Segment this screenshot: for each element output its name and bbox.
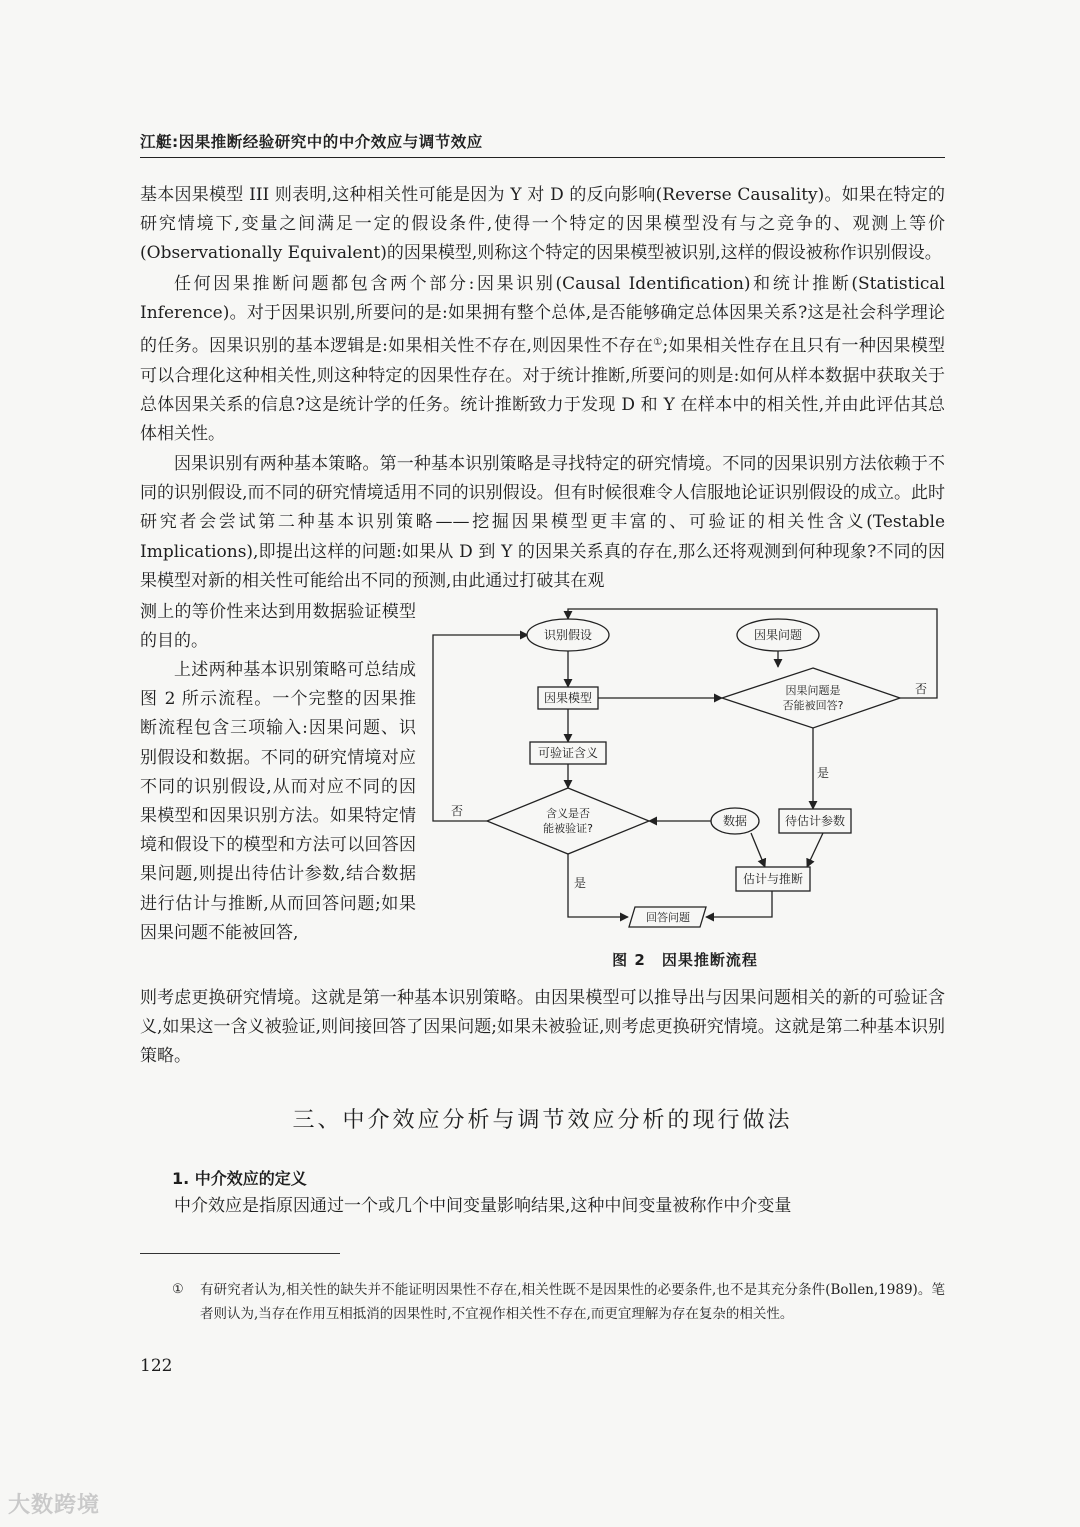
figure-caption: 图 2 因果推断流程 [612, 951, 758, 969]
paragraph-4-continued [140, 984, 945, 1072]
label-testable-implication: 可验证含义 [537, 746, 599, 760]
edge-data-to-estimation [751, 833, 765, 867]
label-answerable-line1: 因果问题是 [785, 684, 841, 697]
footnote-text: 有研究者认为,相关性的缺失并不能证明因果性不存在,相关性既不是因果性的必要条件,也不是其充分条件(Bollen,1989)。笔者则认为,当存在作用互相抵消的因果性时,不宜视作相关性不存在,而更宜理解为存在复杂的相关性。 [200, 1282, 945, 1322]
paragraph-3 [140, 450, 945, 596]
running-header: 江艇:因果推断经验研究中的中介效应与调节效应 [140, 133, 483, 151]
watermark-logo: 大数跨境 [8, 1493, 101, 1518]
footnote-mark: ① [172, 1282, 184, 1297]
paragraph-4-text: 上述两种基本识别策略可总结成图 2 所示流程。一个完整的因果推断流程包含三项输入:因果问题、识别假设和数据。不同的研究情境对应不同的识别假设,从而对应不同的因果模型和因果识别方法。如果特定情境和假设下的模型和方法可以回答因果问题,则提出待估计参数,结合数据进行估计与推断,从而回答问题;如果因果问题不能被回答, [140, 660, 416, 943]
label-answer-question: 回答问题 [646, 911, 690, 924]
flowchart-labels [451, 627, 927, 924]
edge-label-no-left: 否 [450, 804, 464, 818]
paragraph-1 [140, 181, 945, 269]
subsection-title: 1. 中介效应的定义 [172, 1169, 307, 1188]
flowchart-figure [425, 605, 945, 985]
label-identification-assumption: 识别假设 [543, 628, 593, 642]
paragraph-4-text-b: 则考虑更换研究情境。这就是第一种基本识别策略。由因果模型可以推导出与因果问题相关的新的可验证含义,如果这一含义被验证,则间接回答了因果问题;如果未被验证,则考虑更换研究情境。这就是第二种基本识别策略。 [140, 988, 945, 1067]
paragraph-4 [140, 656, 416, 948]
page-number: 122 [140, 1356, 173, 1376]
label-causal-model: 因果模型 [543, 691, 593, 705]
paragraph-3-continued [140, 598, 416, 656]
section-first-line-text: 中介效应是指原因通过一个或几个中间变量影响结果,这种中间变量被称作中介变量 [174, 1196, 792, 1216]
label-data: 数据 [722, 814, 748, 828]
label-estimand: 待估计参数 [784, 814, 846, 828]
flowchart-edges [433, 609, 937, 917]
section-first-line [140, 1192, 945, 1221]
node-verifiable-decision [487, 788, 649, 854]
label-answerable-line2: 否能被回答? [782, 699, 844, 712]
label-estimation-inference: 估计与推断 [742, 872, 804, 886]
edge-label-yes-down: 是 [816, 766, 830, 780]
edge-estimand-to-estimation [807, 833, 823, 867]
paragraph-2-text-b: ;如果相关性存在且只有一种因果模型可以合理化这种相关性,则这种特定的因果性存在。对于统计推断,所要问的则是:如何从样本数据中获取关于总体因果关系的信息?这是统计学的任务。统计推断致力于发现 D 和 Y 在样本中的相关性,并由此评估其总体相关性。 [140, 336, 945, 445]
paragraph-3-text-b: 测上的等价性来达到用数据验证模型的目的。 [140, 602, 416, 652]
footnote-rule [140, 1253, 340, 1254]
edge-estimation-to-answer [706, 891, 772, 917]
paragraph-2 [140, 270, 945, 449]
paragraph-2-text-a: 任何因果推断问题都包含两个部分:因果识别(Causal Identification)和统计推断(Statistical Inference)。对于因果识别,所要问的是:如果拥有整个总体,是否能够确定总体因果关系?这是社会科学理论的任务。因果识别的基本逻辑是:如果相关性不存在,则因果性不存在 [140, 274, 945, 357]
label-causal-question: 因果问题 [753, 628, 803, 642]
node-answerable-decision [722, 668, 900, 728]
flowchart [425, 605, 945, 945]
paragraph-1-text: 基本因果模型 III 则表明,这种相关性可能是因为 Y 对 D 的反向影响(Reverse Causality)。如果在特定的研究情境下,变量之间满足一定的假设条件,使得一个特定的因果模型没有与之竞争的、观测上等价(Observationally Equivalent)的因果模型,则称这个特定的因果模型被识别,这样的假设被称作识别假设。 [140, 185, 945, 264]
label-verifiable-line1: 含义是否 [546, 807, 590, 820]
paragraph-3-text: 因果识别有两种基本策略。第一种基本识别策略是寻找特定的研究情境。不同的因果识别方法依赖于不同的识别假设,而不同的研究情境适用不同的识别假设。但有时候很难令人信服地论证识别假设的成立。此时研究者会尝试第二种基本识别策略——挖掘因果模型更丰富的、可验证的相关性含义(Testable Implications),即提出这样的问题:如果从 D 到 Y 的因果关系真的存在,那么还将观测到何种现象?不同的因果模型对新的相关性可能给出不同的预测,由此通过打破其在观 [140, 454, 945, 591]
label-verifiable-line2: 能被验证? [543, 822, 593, 835]
header-rule [140, 157, 945, 158]
footnote-ref[interactable]: ① [653, 337, 663, 349]
edge-verifiable-no [433, 635, 528, 821]
section-title: 三、中介效应分析与调节效应分析的现行做法 [292, 1108, 793, 1133]
edge-label-yes-bottom: 是 [573, 876, 587, 890]
edge-label-no-right: 否 [914, 682, 928, 696]
